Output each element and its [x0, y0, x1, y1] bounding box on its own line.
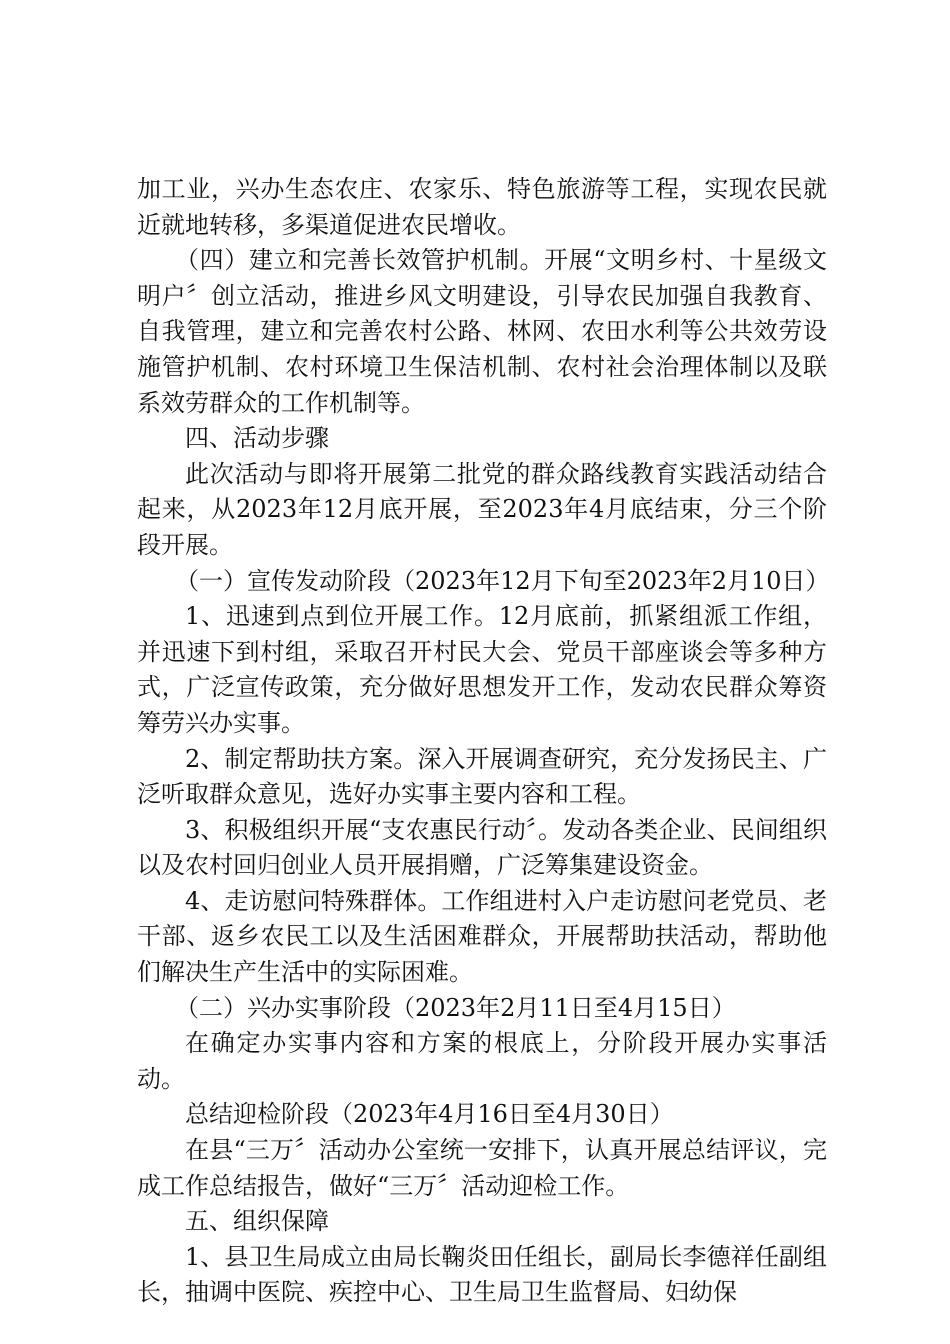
paragraph-activity-overview: 此次活动与即将开展第二批党的群众路线教育实践活动结合起来，从2023年12月底开展，至2023年4月底结束，分三个阶段开展。: [137, 459, 827, 559]
paragraph-continuation: 加工业，兴办生态农庄、农家乐、特色旅游等工程，实现农民就近就地转移，多渠道促进农民增收。: [137, 175, 827, 239]
document-body: [137, 172, 830, 1311]
paragraph-item-4: 4、走访慰问特殊群体。工作组进村入户走访慰问老党员、老干部、返乡农民工以及生活困难群众，开展帮助扶活动，帮助他们解决生产生活中的实际困难。: [137, 886, 827, 987]
subheading-practical-stage: （二）兴办实事阶段（2023年2月11日至4月15日）: [175, 993, 736, 1022]
paragraph-item-1: 1、迅速到点到位开展工作。12月底前，抓紧组派工作组，并迅速下到村组，采取召开村民大会、党员干部座谈会等多种方式，广泛宣传政策，充分做好思想发开工作，发动农民群众筹资筹劳兴办实事。: [137, 602, 827, 737]
paragraph-practical-stage: 在确定办实事内容和方案的根底上，分阶段开展办实事活动。: [137, 1029, 827, 1093]
paragraph-organization-item-1: 1、县卫生局成立由局长鞠炎田任组长，副局长李德祥任副组长，抽调中医院、疾控中心、卫生局卫生监督局、妇幼保: [137, 1242, 827, 1307]
subheading-summary-stage: 总结迎检阶段（2023年4月16日至4月30日）: [185, 1100, 674, 1129]
paragraph-section-4-management: （四）建立和完善长效管护机制。开展“文明乡村、十星级文明户〞创立活动，推进乡风文明建设，引导农民加强自我教育、自我管理，建立和完善农村公路、林网、农田水利等公共效劳设施管护机制、农村环境卫生保洁机制、农村社会治理体制以及联系效劳群众的工作机制等。: [137, 246, 827, 417]
paragraph-item-2: 2、制定帮助扶方案。深入开展调查研究，充分发扬民主、广泛听取群众意见，选好办实事主要内容和工程。: [137, 744, 827, 809]
subheading-publicity-stage: （一）宣传发动阶段（2023年12月下旬至2023年2月10日）: [175, 566, 830, 595]
heading-organization: 五、组织保障: [185, 1207, 329, 1236]
paragraph-item-3: 3、积极组织开展“支农惠民行动〞。发动各类企业、民间组织以及农村回归创业人员开展捐赠，广泛筹集建设资金。: [137, 815, 827, 880]
paragraph-summary-stage: 在县“三万〞活动办公室统一安排下，认真开展总结评议，完成工作总结报告，做好“三万〞活动迎检工作。: [137, 1136, 827, 1200]
heading-activity-steps: 四、活动步骤: [185, 424, 329, 453]
